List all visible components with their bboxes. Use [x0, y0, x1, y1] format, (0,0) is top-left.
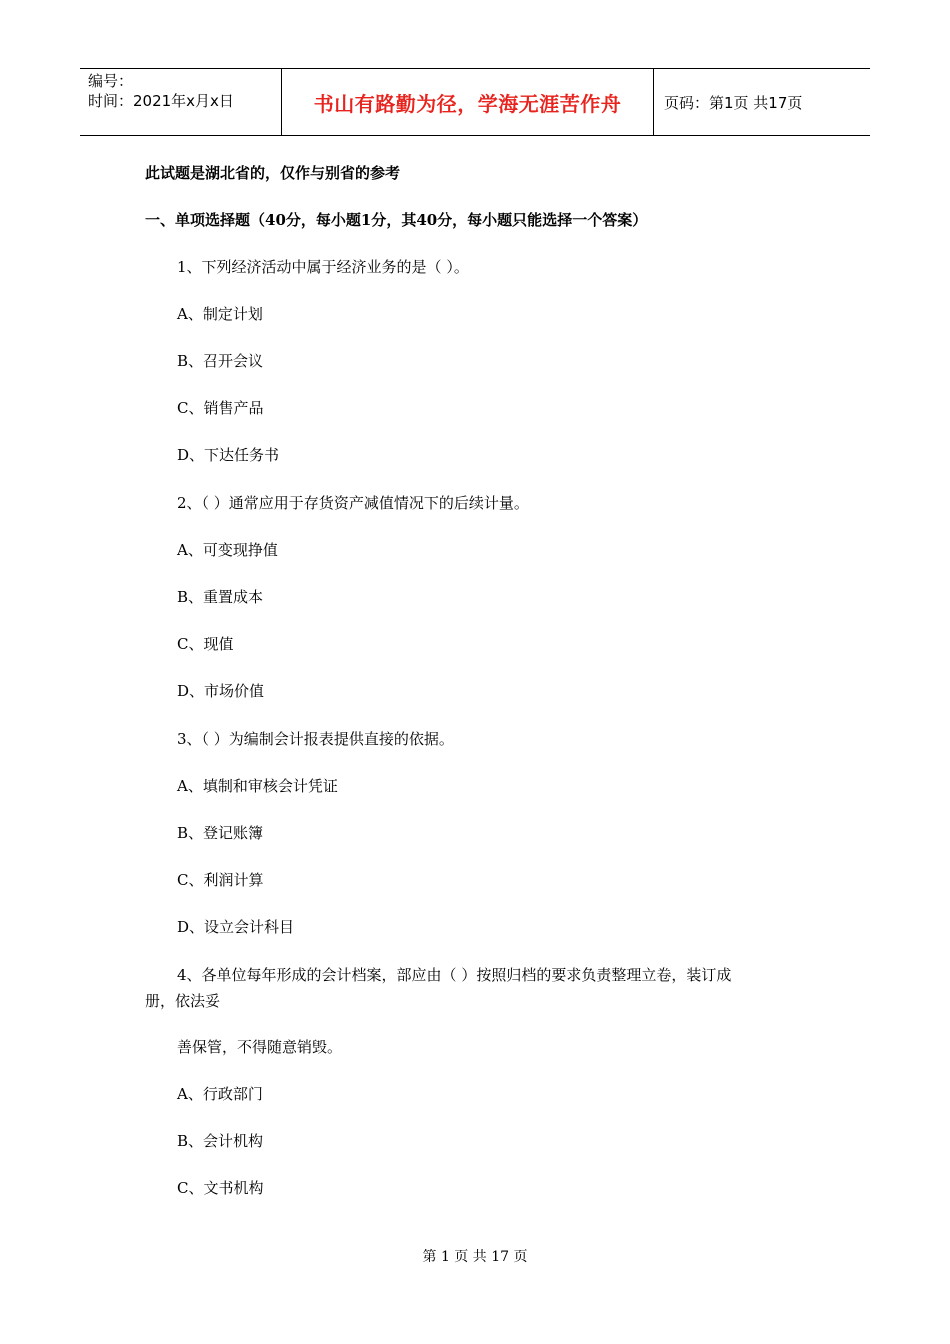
header-meta: [80, 69, 282, 135]
question-1-option-d: D、下达任务书: [177, 446, 280, 464]
header-motto: 书山有路勤为径，学海无涯苦作舟: [282, 69, 654, 135]
question-1-stem: 1、下列经济活动中属于经济业务的是（ ）。: [177, 258, 469, 276]
question-3-option-d: D、设立会计科目: [177, 918, 295, 936]
question-2-option-d: D、市场价值: [177, 682, 265, 700]
question-4-stem-line-3: 善保管，不得随意销毁。: [177, 1038, 343, 1056]
footer-page-number: 第 1 页 共 17 页: [422, 1249, 528, 1265]
page-header: [80, 68, 870, 136]
question-4-option-b: B、会计机构: [177, 1132, 264, 1150]
serial-label: 编号：: [88, 72, 134, 90]
date-line: 时间：2021年x月x日: [88, 92, 234, 110]
question-2-stem: 2、（ ）通常应用于存货资产减值情况下的后续计量。: [177, 494, 529, 512]
question-3-stem: 3、（ ）为编制会计报表提供直接的依据。: [177, 730, 454, 748]
question-3-option-b: B、登记账簿: [177, 824, 264, 842]
question-2-option-c: C、现值: [177, 635, 234, 653]
question-4-option-c: C、文书机构: [177, 1179, 264, 1197]
question-1-option-b: B、召开会议: [177, 352, 264, 370]
question-3-option-a: A、填制和审核会计凭证: [177, 777, 338, 795]
question-4-stem-line-1: 4、各单位每年形成的会计档案，部应由（ ）按照归档的要求负责整理立卷，装订成: [177, 966, 732, 984]
question-2-option-b: B、重置成本: [177, 588, 264, 606]
question-4-option-a: A、行政部门: [177, 1085, 263, 1103]
intro-note: 此试题是湖北省的，仅作与别省的参考: [145, 164, 401, 182]
header-page-info: 页码：第1页 共17页: [664, 93, 803, 112]
question-1-option-c: C、销售产品: [177, 399, 264, 417]
question-4-stem-line-2: 册，依法妥: [145, 992, 221, 1010]
page-footer: [0, 1246, 950, 1266]
question-2-option-a: A、可变现挣值: [177, 541, 278, 559]
question-3-option-c: C、利润计算: [177, 871, 264, 889]
question-1-option-a: A、制定计划: [177, 305, 263, 323]
section-title: 一、单项选择题（40分，每小题1分，其40分，每小题只能选择一个答案）: [145, 211, 648, 229]
